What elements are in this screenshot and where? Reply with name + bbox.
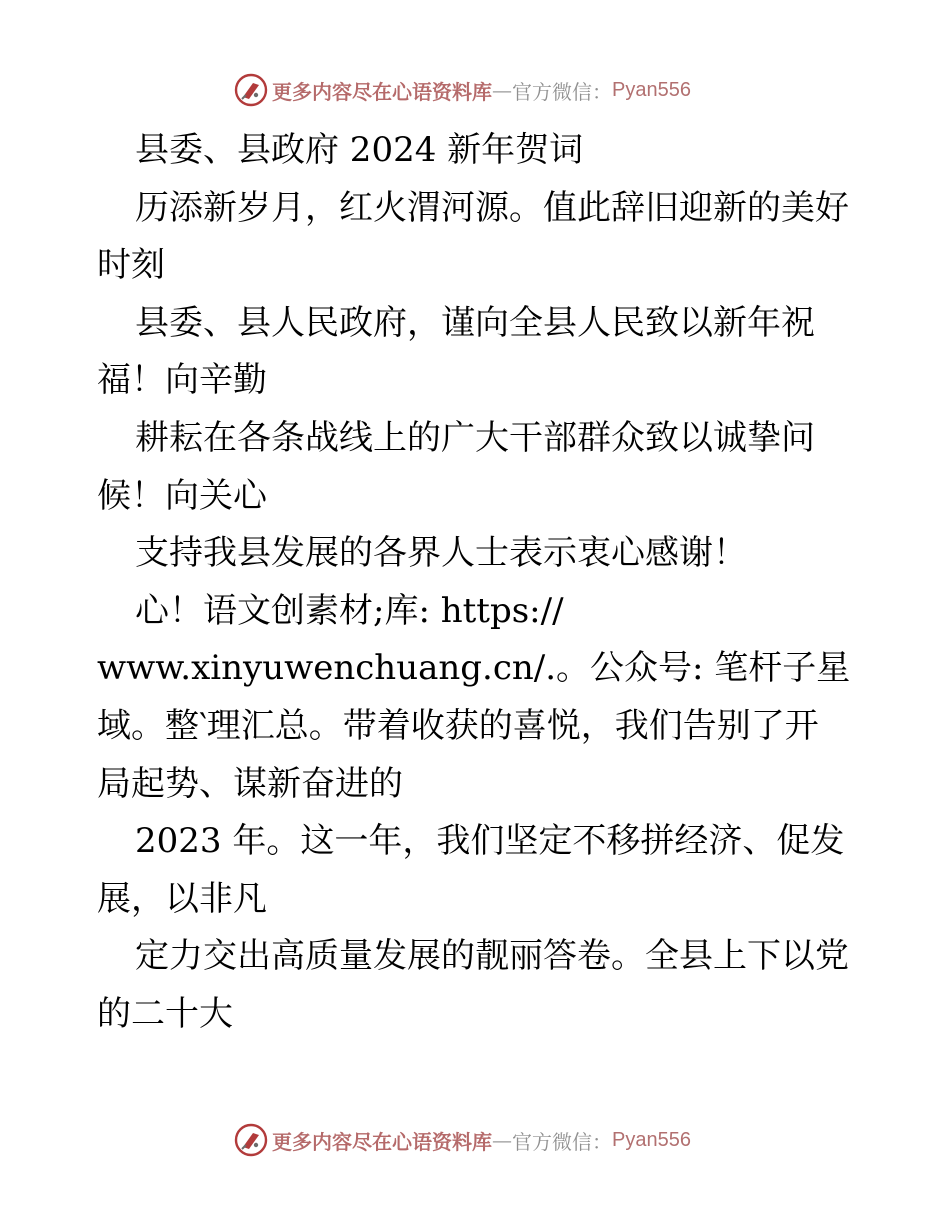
pen-logo-icon: [234, 1123, 268, 1157]
header-watermark: [234, 72, 691, 108]
paragraph-line: 支持我县发展的各界人士表示衷心感谢！: [135, 533, 747, 574]
paragraph-line: 2023 年。这一年，我们坚定不移拼经济、促发: [135, 821, 845, 862]
paragraph-line: 历添新岁月，红火渭河源。值此辞旧迎新的美好: [135, 187, 849, 228]
paragraph-line: 心！语文创素材;库: https://: [135, 590, 564, 631]
watermark-wechat-id: Pyan556: [612, 1128, 691, 1151]
footer-watermark: [234, 1122, 691, 1158]
watermark-separator: —: [492, 78, 512, 102]
paragraph-line: 耕耘在各条战线上的广大干部群众致以诚挚问: [135, 417, 815, 458]
paragraph-line: 候！向关心: [97, 475, 267, 516]
watermark-wechat-label: 官方微信：: [512, 1129, 612, 1154]
document-body: [97, 122, 867, 1044]
pen-logo-icon: [234, 73, 268, 107]
paragraph-line: www.xinyuwenchuang.cn/.。公众号: 笔杆子星: [97, 648, 851, 689]
paragraph-line: 定力交出高质量发展的靓丽答卷。全县上下以党: [135, 936, 849, 977]
watermark-brand-text: 更多内容尽在心语资料库: [272, 79, 492, 104]
paragraph-line: 福！向辛勤: [97, 360, 267, 401]
document-title: 县委、县政府 2024 新年贺词: [135, 130, 584, 170]
paragraph-line: 展，以非凡: [97, 878, 267, 919]
paragraph-line: 的二十大: [97, 993, 233, 1034]
watermark-wechat-label: 官方微信：: [512, 79, 612, 104]
paragraph-line: 县委、县人民政府，谨向全县人民致以新年祝: [135, 302, 815, 343]
paragraph-line: 域。整‵理汇总。带着收获的喜悦，我们告别了开: [97, 705, 819, 746]
watermark-wechat-id: Pyan556: [612, 78, 691, 101]
paragraph-line: 局起势、谋新奋进的: [97, 763, 403, 804]
paragraph-line: 时刻: [97, 245, 165, 286]
watermark-brand-text: 更多内容尽在心语资料库: [272, 1129, 492, 1154]
watermark-separator: —: [492, 1128, 512, 1152]
